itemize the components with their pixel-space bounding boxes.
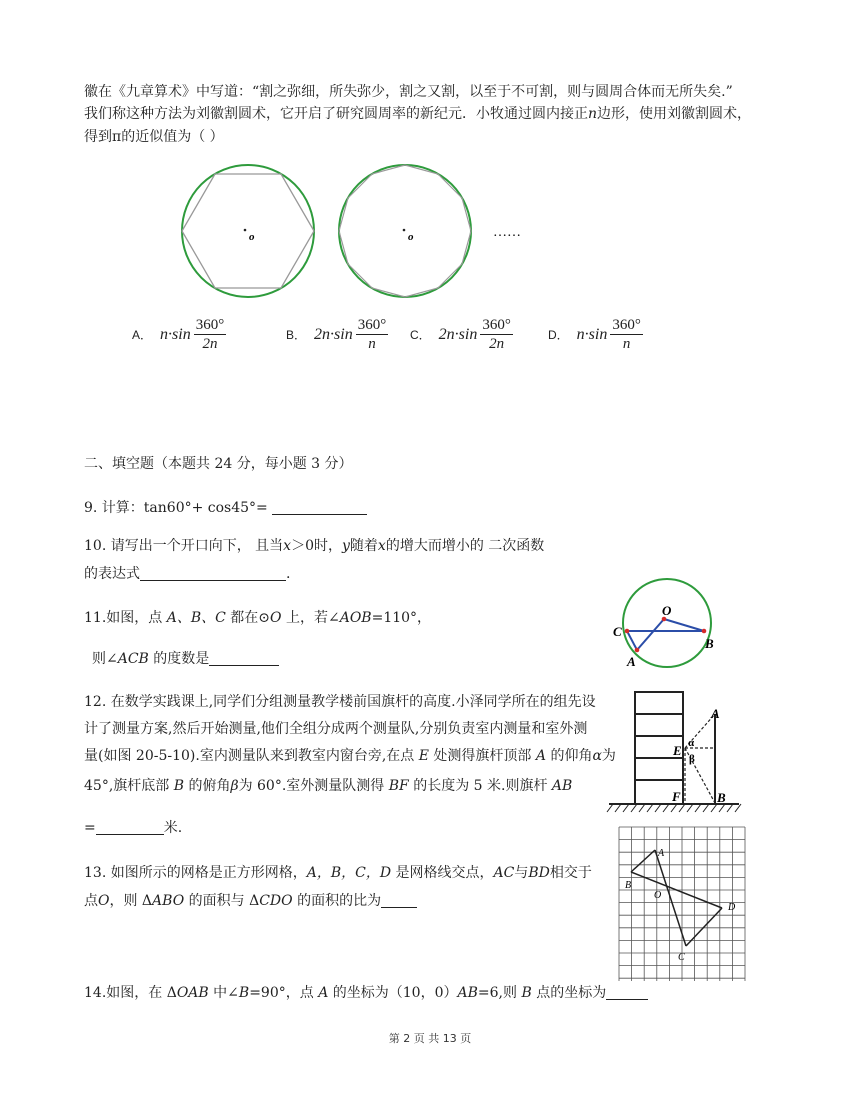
q11-figure [605, 576, 725, 676]
q14: 14.如图，在 ΔOAB 中∠B=90°，点 A 的坐标为（10，0）AB=6,则 B 点的坐标为 [84, 981, 648, 1005]
q8-line3: 得到π的近似值为（ ） [84, 129, 224, 145]
option-c[interactable]: C． 2n·sin $\frac{360^\circ}{2n}$ [410, 317, 511, 352]
q9: 9. 计算：tan60°+ cos45°= [84, 496, 367, 520]
q11-label-b: B [705, 636, 714, 651]
option-a[interactable]: A． n·sin $\frac{360^\circ}{2n}$ [132, 317, 225, 352]
center-label-1: o [249, 231, 255, 243]
hexagon [182, 174, 314, 288]
q12-label-f: F [672, 789, 681, 804]
q13-line2: 点O，则 ΔABO 的面积与 ΔCDO 的面积的比为 [84, 889, 417, 913]
q12-figure [605, 688, 745, 816]
option-d[interactable]: D． n·sin $\frac{360^\circ}{n}$ [548, 317, 641, 352]
q13-label-b: B [625, 880, 632, 891]
q14-answer-blank[interactable] [606, 983, 648, 1000]
q13-label-o: O [654, 890, 662, 901]
q11-label-a: A [627, 654, 636, 669]
q11-label-c: C [613, 624, 622, 639]
q9-answer-blank[interactable] [272, 498, 367, 515]
q12-label-alpha: α [688, 737, 695, 749]
q12-line2: 计了测量方案,然后开始测量,他们全组分成两个测量队,分别负责室内测量和室外测 [84, 721, 588, 737]
q8-circles-figure [175, 160, 535, 310]
section-title: 二、填空题（本题共 24 分，每小题 3 分） [84, 456, 353, 472]
q13-line1: 13. 如图所示的网格是正方形网格，A，B，C，D 是网格线交点，AC与BD相交于 [84, 865, 592, 881]
q13-answer-blank[interactable] [381, 891, 417, 908]
circle-2 [339, 165, 471, 297]
q11-line2: 则∠ACB 的度数是 [92, 647, 279, 671]
q13-label-d: D [728, 902, 736, 913]
ellipsis: …… [493, 225, 521, 240]
q13-label-c: C [678, 952, 685, 963]
q11-answer-blank[interactable] [209, 649, 279, 666]
q12-line1: 12. 在数学实践课上,同学们分组测量教学楼前国旗杆的高度.小泽同学所在的组先设 [84, 694, 596, 710]
q12-line4: 45°,旗杆底部 B 的俯角β为 60°.室外测量队测得 BF 的长度为 5 米.则旗杆 AB [84, 778, 573, 794]
option-b[interactable]: B． 2n·sin $\frac{360^\circ}{n}$ [286, 317, 387, 352]
q8-line1: 徽在《九章算术》中写道：“割之弥细，所失弥少，割之又割，以至于不可割，则与圆周合体而无所失矣.” [84, 84, 733, 100]
q12-label-e: E [673, 743, 682, 758]
circle-1 [182, 165, 314, 297]
q12-label-a: A [711, 706, 720, 721]
q12-line5: = 米. [84, 820, 183, 836]
q10-line2: 的表达式 . [84, 566, 291, 582]
center-label-2: o [408, 231, 414, 243]
q8-line2: 我们称这种方法为刘徽割圆术，它开启了研究圆周率的新纪元．小牧通过圆内接正n边形，使用刘徽割圆术， [84, 106, 752, 122]
q11-label-o: O [662, 603, 672, 618]
hexagon-circle [182, 165, 314, 297]
page-footer: 第 2 页 共 13 页 [388, 1032, 472, 1045]
q11-circle [623, 579, 711, 667]
dodecagon-circle [339, 165, 471, 297]
q12-label-beta: β [689, 753, 695, 765]
q13-label-a: A [658, 848, 665, 859]
q12-label-b: B [717, 790, 726, 805]
q11-line1: 11.如图，点 A、B、C 都在⊙O 上，若∠AOB=110°， [84, 610, 432, 626]
q12-line3: 量(如图 20-5-10).室内测量队来到教室内窗台旁,在点 E 处测得旗杆顶部 A 的仰角α为 [84, 748, 616, 764]
q10-answer-blank[interactable] [140, 564, 286, 581]
q12-answer-blank[interactable] [96, 818, 164, 835]
q13-grid-figure [618, 826, 748, 984]
q10-line1: 10. 请写出一个开口向下， 且当x＞0时，y随着x的增大而增小的 二次函数 [84, 538, 545, 554]
